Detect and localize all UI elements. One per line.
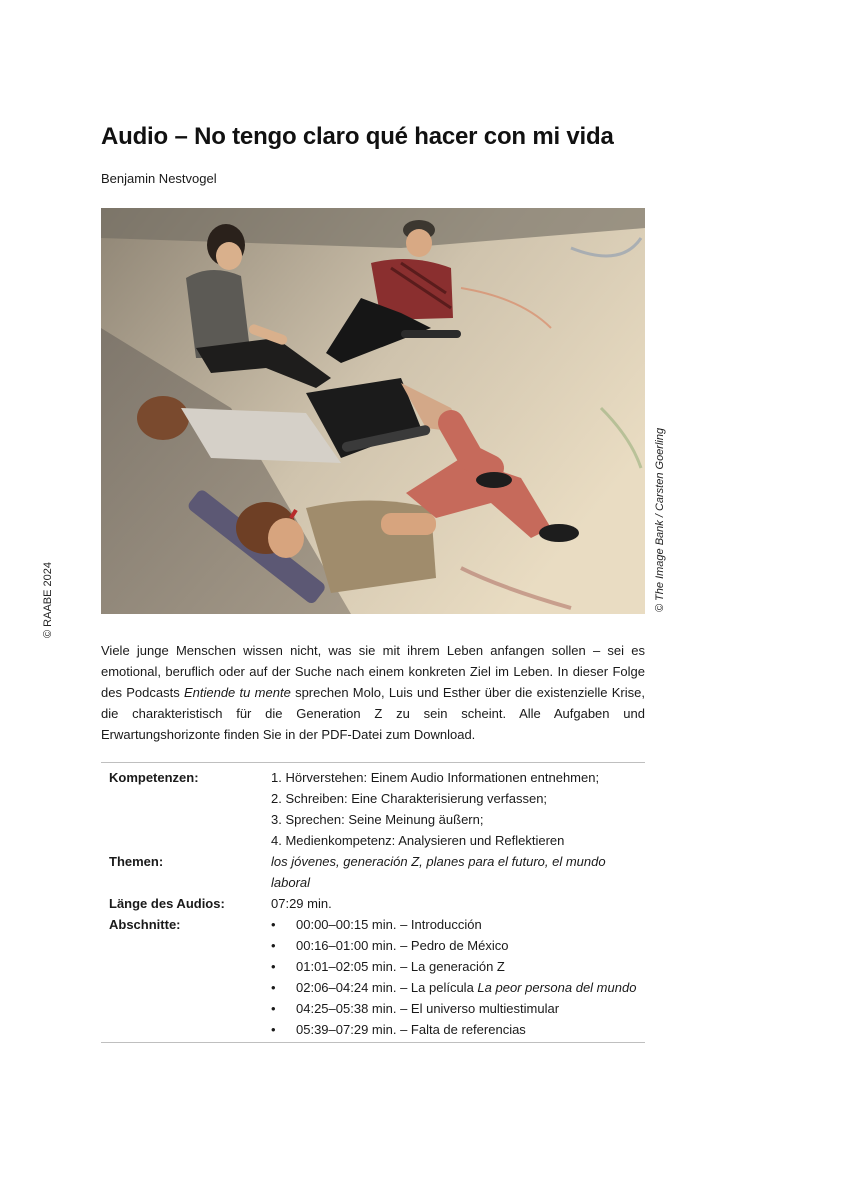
abschnitt-item (271, 935, 645, 956)
laenge-value: 07:29 min. (271, 896, 332, 911)
page-title: Audio – No tengo claro qué hacer con mi vida (101, 123, 614, 150)
row-laenge (101, 893, 645, 914)
intro-text-part1: Viele junge Menschen wissen nicht, was sie mit ihrem Leben anfangen sollen – sei es emotional, beruflich oder auf der Suche nach einem konkreten Ziel im Leben. In dieser Folge des Podcasts (101, 643, 645, 700)
laenge-label: Länge des Audios: (109, 896, 225, 911)
bullet-icon: • (271, 917, 276, 932)
abschnitt-text: 04:25–05:38 min. – El universo multiestimular (296, 1001, 560, 1016)
photo-illustration (101, 208, 645, 614)
bullet-icon: • (271, 1001, 276, 1016)
bullet-icon: • (271, 1022, 276, 1037)
author-name: Benjamin Nestvogel (101, 171, 217, 186)
abschnitt-text: 02:06–04:24 min. – La película (296, 980, 478, 995)
kompetenz-item: 4. Medienkompetenz: Analysieren und Reflektieren (271, 833, 565, 848)
film-title: La peor persona del mundo (477, 980, 637, 995)
kompetenzen-label: Kompetenzen: (109, 770, 199, 785)
copyright-vertical: © RAABE 2024 (42, 562, 54, 638)
abschnitt-item (271, 1019, 645, 1040)
abschnitt-text: 00:00–00:15 min. – Introducción (296, 917, 482, 932)
photo-credit-vertical: © The Image Bank / Carsten Goerling (654, 427, 666, 613)
bullet-icon: • (271, 980, 276, 995)
kompetenz-item: 2. Schreiben: Eine Charakterisierung verfassen; (271, 791, 548, 806)
bullet-icon: • (271, 938, 276, 953)
bullet-icon: • (271, 959, 276, 974)
abschnitte-label: Abschnitte: (109, 917, 181, 932)
themen-label: Themen: (109, 854, 164, 869)
skatepark-photo (101, 208, 645, 614)
abschnitt-item (271, 998, 645, 1019)
abschnitt-text: 05:39–07:29 min. – Falta de referencias (296, 1022, 526, 1037)
intro-paragraph (101, 640, 645, 745)
info-table (101, 762, 645, 1043)
abschnitt-text: 01:01–02:05 min. – La generación Z (296, 959, 505, 974)
abschnitt-text: 00:16–01:00 min. – Pedro de México (296, 938, 509, 953)
intro-text-part2: sprechen Molo, Luis und Esther über die existenzielle Krise, die charakteristisch für die Generation Z zu sein scheint. Alle Aufgaben und Erwartungshorizonte finden Sie in der PDF-Datei zum Download. (101, 685, 645, 742)
abschnitt-item (271, 956, 645, 977)
row-abschnitte (101, 914, 645, 1040)
kompetenz-item: 1. Hörverstehen: Einem Audio Informationen entnehmen; (271, 770, 600, 785)
podcast-name: Entiende tu mente (183, 685, 291, 700)
kompetenzen-list (271, 767, 645, 851)
abschnitte-list (271, 914, 645, 1040)
kompetenz-item: 3. Sprechen: Seine Meinung äußern; (271, 812, 484, 827)
row-themen (101, 851, 645, 893)
row-kompetenzen (101, 767, 645, 851)
abschnitt-item (271, 914, 645, 935)
abschnitt-item (271, 977, 645, 998)
themen-value: los jóvenes, generación Z, planes para el futuro, el mundo laboral (271, 854, 606, 890)
